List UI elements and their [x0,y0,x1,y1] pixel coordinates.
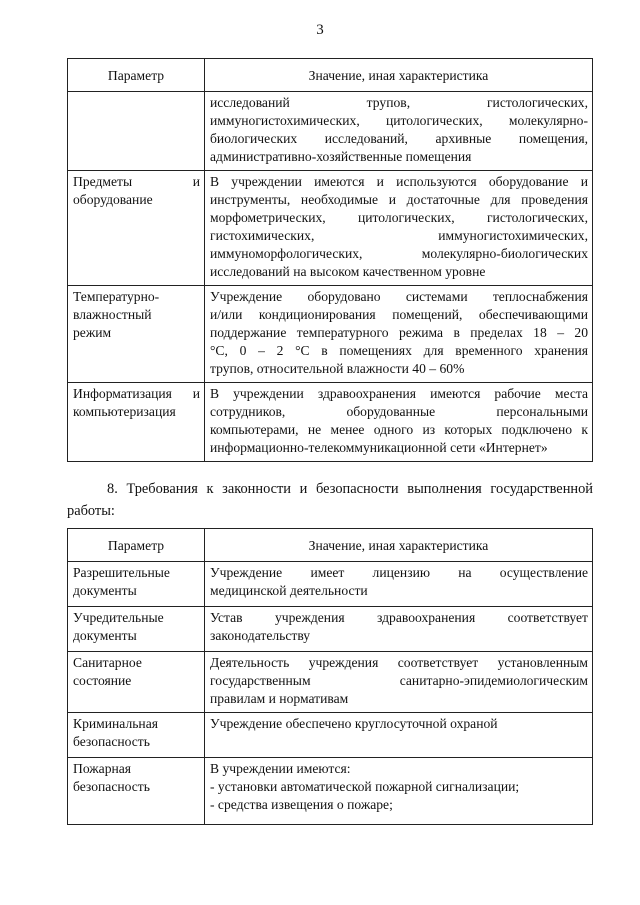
value-line: компьютерами, не менее одного из которых подключено к [210,422,588,437]
param-line: компьютеризация [73,404,176,419]
value-cell [205,562,593,607]
value-line: °С, 0 – 2 °С в помещениях для временного хранения [210,343,588,358]
table-row [68,607,593,652]
value-line: государственным санитарно-эпидемиологическим [210,673,588,688]
table-row [68,562,593,607]
table-row [68,92,593,171]
value-line: иммуноморфологических, молекулярно-биологических [210,246,588,261]
param-line: состояние [73,673,132,688]
value-line: гистохимических, иммуногистохимических, [210,228,588,243]
value-line: медицинской деятельности [210,583,368,598]
parameters-table-2 [67,528,593,825]
param-cell [68,92,205,171]
value-cell [205,383,593,462]
table-row [68,758,593,825]
value-line: В учреждении имеются и используются оборудование и [210,174,588,189]
table-row [68,713,593,758]
value-line: биологических исследований, архивные помещения, [210,131,588,146]
value-line: информационно-телекоммуникационной сети «Интернет» [210,440,548,455]
param-cell [68,607,205,652]
value-line: Деятельность учреждения соответствует установленным [210,655,588,670]
value-line: административно-хозяйственные помещения [210,149,472,164]
page-number: 3 [316,22,324,38]
param-line: безопасность [73,734,150,749]
section-8-heading: 8. Требования к законности и безопасности выполнения государственной работы: [67,481,593,519]
value-cell [205,758,593,825]
param-line: Предметы и [73,174,200,189]
value-cell [205,92,593,171]
value-line: сотрудников, оборудованные персональными [210,404,588,419]
value-line: В учреждении здравоохранения имеются рабочие места [210,386,588,401]
param-line: Криминальная [73,716,158,731]
param-line: Санитарное [73,655,142,670]
value-line: - средства извещения о пожаре; [210,797,393,812]
value-line: исследований трупов, гистологических, [210,95,588,110]
value-line: морфометрических, цитологических, гистологических, [210,210,588,225]
value-line: - установки автоматической пожарной сигнализации; [210,779,520,794]
value-cell [205,171,593,286]
value-line: Учреждение оборудовано системами теплоснабжения [210,289,588,304]
param-cell [68,383,205,462]
header-value: Значение, иная характеристика [205,529,593,562]
value-line: Учреждение обеспечено круглосуточной охраной [210,716,498,731]
table-row [68,652,593,713]
value-cell [205,652,593,713]
param-cell [68,713,205,758]
value-line: В учреждении имеются: [210,761,351,776]
value-line: Учреждение имеет лицензию на осуществление [210,565,588,580]
param-line: Температурно- [73,289,160,304]
value-line: инструменты, необходимые и достаточные для проведения [210,192,588,207]
header-value: Значение, иная характеристика [205,59,593,92]
value-line: законодательству [210,628,311,643]
param-line: Пожарная [73,761,132,776]
value-line: исследований на высоком качественном уровне [210,264,486,279]
param-cell [68,562,205,607]
value-line: Устав учреждения здравоохранения соответствует [210,610,588,625]
value-line: и/или кондиционирования помещений, обеспечивающими [210,307,588,322]
table-header-row [68,59,593,92]
value-cell [205,286,593,383]
param-cell [68,171,205,286]
param-line: документы [73,583,137,598]
value-line: иммуногистохимических, цитологических, молекулярно- [210,113,588,128]
table-row [68,171,593,286]
header-param: Параметр [68,59,205,92]
param-line: влажностный [73,307,152,322]
value-line: трупов, относительной влажности 40 – 60% [210,361,465,376]
value-line: поддержание температурного режима в пределах 18 – 20 [210,325,588,340]
parameters-table-1 [67,58,593,462]
param-line: безопасность [73,779,150,794]
value-line: правилам и нормативам [210,691,349,706]
param-line: режим [73,325,112,340]
value-cell [205,713,593,758]
table-row [68,286,593,383]
param-line: Информатизация и [73,386,200,401]
header-param: Параметр [68,529,205,562]
param-line: оборудование [73,192,153,207]
param-line: Разрешительные [73,565,170,580]
param-cell [68,758,205,825]
param-line: документы [73,628,137,643]
param-cell [68,652,205,713]
table-header-row [68,529,593,562]
value-cell [205,607,593,652]
param-line: Учредительные [73,610,164,625]
param-cell [68,286,205,383]
table-row [68,383,593,462]
